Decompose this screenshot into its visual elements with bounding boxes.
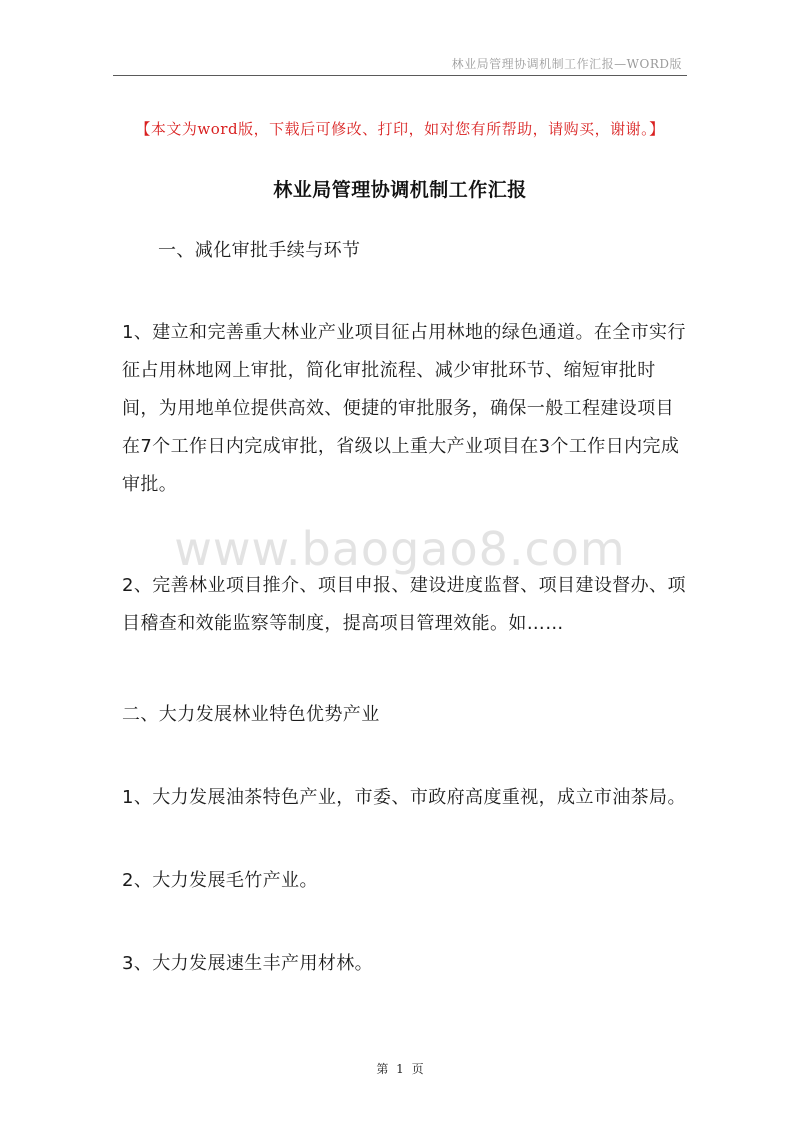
section2-paragraph-1: 1、大力发展油茶特色产业，市委、市政府高度重视，成立市油茶局。 bbox=[122, 787, 686, 808]
section1-paragraph-1: 1、建立和完善重大林业产业项目征占用林地的绿色通道。在全市实行征占用林地网上审批，简化审批流程、减少审批环节、缩短审批时间，为用地单位提供高效、便捷的审批服务，确保一般工程建设项目在7个工作日内完成审批，省级以上重大产业项目在3个工作日内完成审批。 bbox=[122, 322, 686, 495]
document-title: 林业局管理协调机制工作汇报 bbox=[273, 179, 527, 201]
purchase-notice: 【本文为word版，下载后可修改、打印，如对您有所帮助，请购买，谢谢。】 bbox=[135, 120, 665, 138]
section-heading-1: 一、减化审批手续与环节 bbox=[158, 240, 361, 261]
header-divider bbox=[113, 75, 687, 76]
section2-paragraph-2: 2、大力发展毛竹产业。 bbox=[122, 870, 318, 891]
section1-paragraph-2: 2、完善林业项目推介、项目申报、建设进度监督、项目建设督办、项目稽查和效能监察等制度，提高项目管理效能。如…… bbox=[122, 575, 686, 634]
section-heading-2: 二、大力发展林业特色优势产业 bbox=[122, 704, 380, 725]
running-title: 林业局管理协调机制工作汇报—WORD版 bbox=[451, 57, 682, 71]
page-number: 第 1 页 bbox=[376, 1062, 424, 1076]
watermark: www.baogao8.com bbox=[174, 522, 626, 576]
section2-paragraph-3: 3、大力发展速生丰产用材林。 bbox=[122, 953, 374, 974]
